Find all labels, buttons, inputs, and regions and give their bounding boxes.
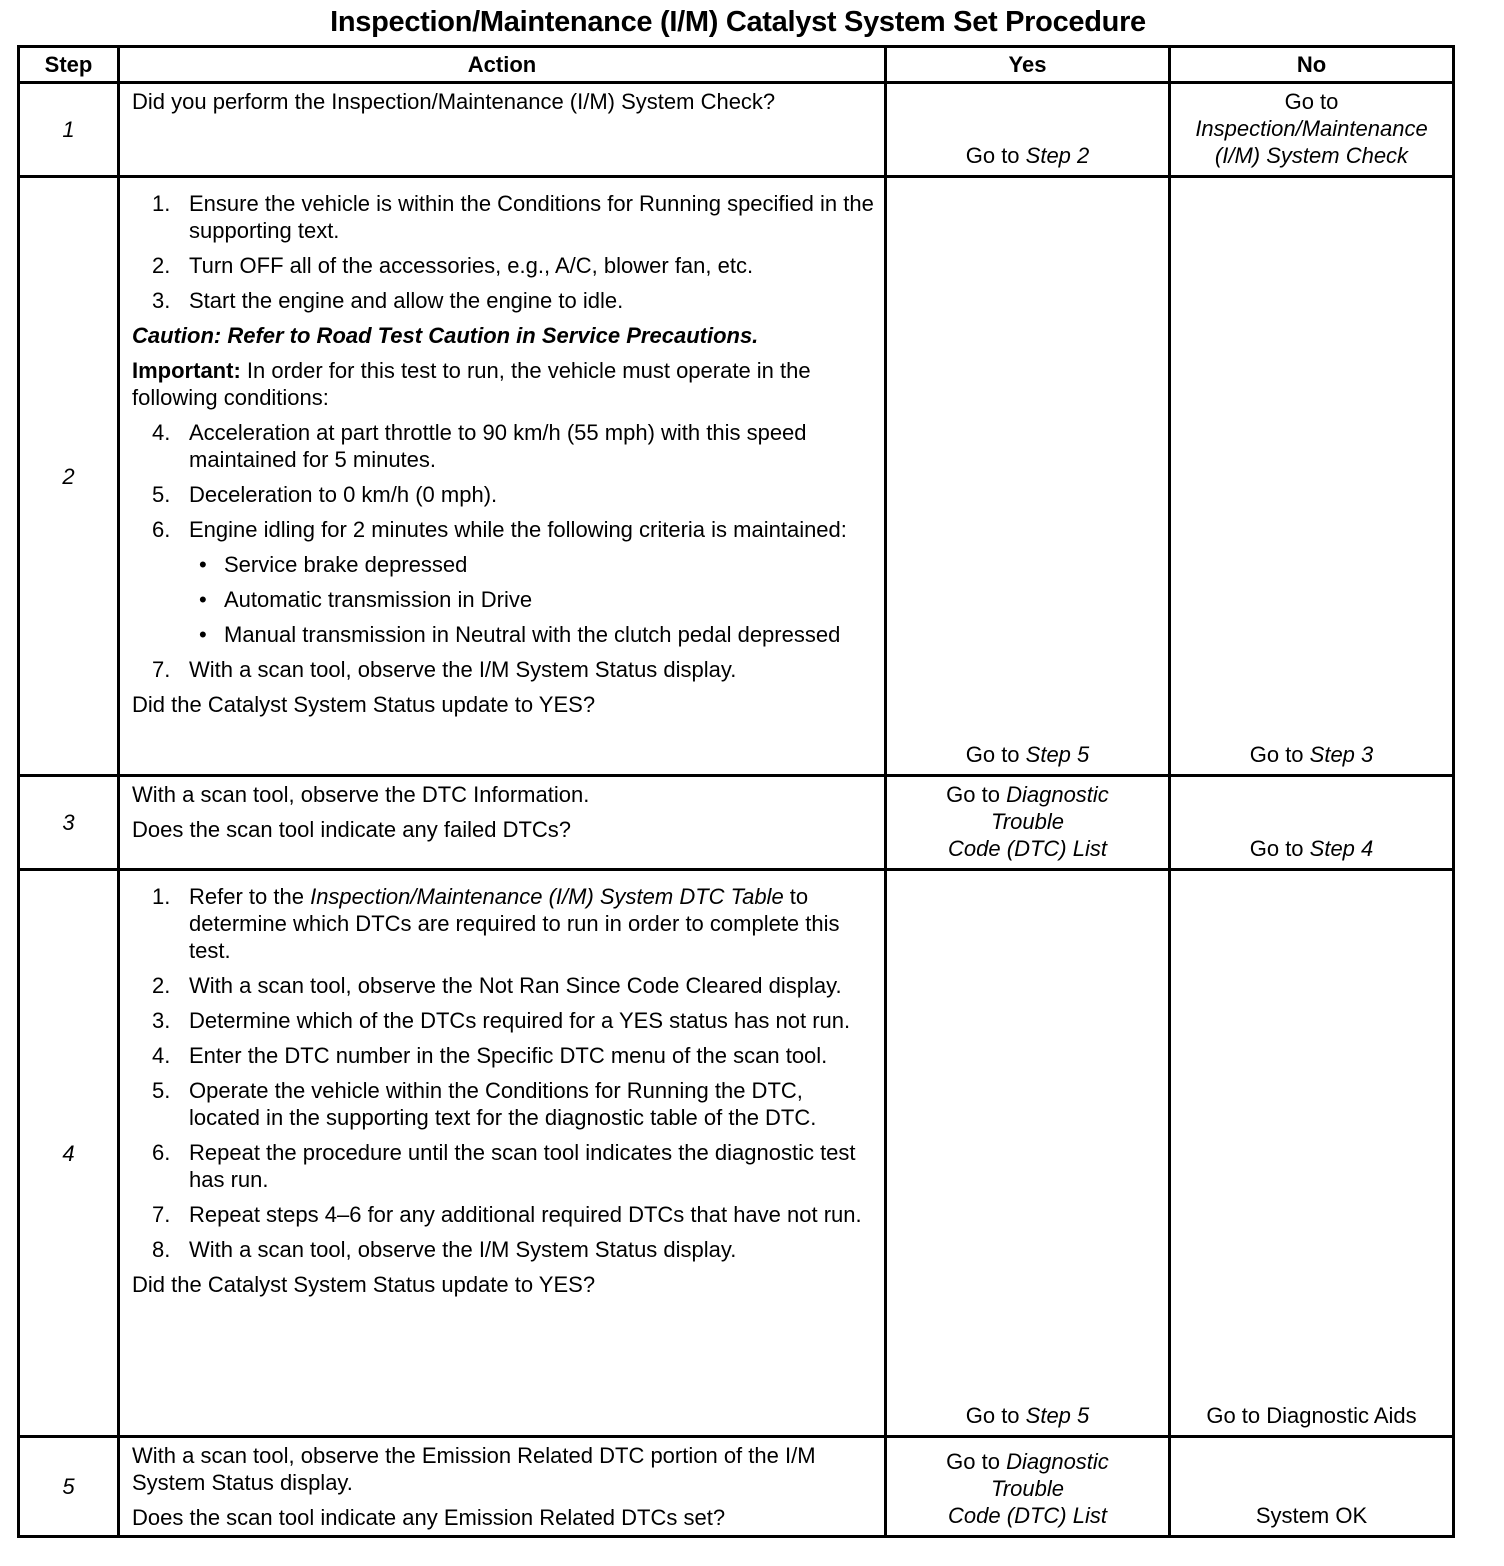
criteria-list	[189, 551, 876, 648]
table-row	[19, 870, 1454, 1437]
bullet-item: • Manual transmission in Neutral with the clutch pedal depressed	[199, 622, 841, 647]
list-item: 4. Enter the DTC number in the Specific DTC menu of the scan tool.	[152, 1043, 828, 1068]
step-action	[119, 870, 886, 1437]
list-item: 6. Repeat the procedure until the scan tool indicates the diagnostic test has run.	[152, 1140, 856, 1192]
list-item: 6. Engine idling for 2 minutes while the following criteria is maintained: • Service brake depressed • Automatic transmission in Drive • Manual transmission in Neutral with the clutch pedal depressed	[132, 516, 876, 648]
list-item: 7. With a scan tool, observe the I/M System Status display.	[152, 657, 737, 682]
bullet-item: • Service brake depressed	[199, 552, 468, 577]
list-item: 8. With a scan tool, observe the I/M System Status display.	[152, 1237, 737, 1262]
header-row	[19, 47, 1454, 83]
action-text: With a scan tool, observe the Emission Related DTC portion of the I/M System Status display.	[132, 1443, 816, 1495]
list-item: 1. Ensure the vehicle is within the Conditions for Running specified in the supporting text.	[152, 191, 874, 243]
step-action	[119, 1437, 886, 1537]
yes-cell: Go to Step 5	[886, 870, 1170, 1437]
table-row	[19, 83, 1454, 177]
list-item: 5. Deceleration to 0 km/h (0 mph).	[152, 482, 498, 507]
procedure-table	[17, 45, 1455, 1538]
no-cell: Go to Step 3	[1170, 177, 1454, 776]
yes-cell: Go to Diagnostic Trouble Code (DTC) List	[886, 1437, 1170, 1537]
yes-ref: Step 5	[1025, 742, 1090, 767]
step-number: 3	[19, 776, 119, 870]
step-action	[119, 83, 886, 177]
table-row	[19, 177, 1454, 776]
list-item: 3. Start the engine and allow the engine to idle.	[152, 288, 624, 313]
action-question: Does the scan tool indicate any failed DTCs?	[132, 817, 572, 842]
no-ref: Step 3	[1309, 742, 1374, 767]
list-item: 3. Determine which of the DTCs required for a YES status has not run.	[152, 1008, 851, 1033]
bullet-item: • Automatic transmission in Drive	[199, 587, 533, 612]
action-list	[132, 419, 876, 683]
list-item: 2. Turn OFF all of the accessories, e.g., A/C, blower fan, etc.	[152, 253, 754, 278]
yes-cell: Go to Diagnostic Trouble Code (DTC) List	[886, 776, 1170, 870]
no-line: Go to	[1284, 89, 1339, 114]
important-label: Important:	[132, 358, 241, 383]
no-ref: Step 4	[1309, 836, 1374, 861]
table-row	[19, 776, 1454, 870]
list-item: 7. Repeat steps 4–6 for any additional required DTCs that have not run.	[152, 1202, 862, 1227]
no-cell: System OK	[1170, 1437, 1454, 1537]
header-step: Step	[19, 47, 119, 83]
list-item: 1. Refer to the Inspection/Maintenance (I/M) System DTC Table to determine which DTCs are required to run in order to complete this test.	[152, 884, 840, 963]
step-number: 2	[19, 177, 119, 776]
yes-ref: Step 5	[1025, 1403, 1090, 1428]
step-number: 5	[19, 1437, 119, 1537]
yes-cell: Go to Step 5	[886, 177, 1170, 776]
step-action	[119, 776, 886, 870]
action-list	[132, 883, 876, 1263]
header-yes: Yes	[886, 47, 1170, 83]
page-title: Inspection/Maintenance (I/M) Catalyst System Set Procedure	[330, 6, 1146, 38]
step-action	[119, 177, 886, 776]
no-ref: (I/M) System Check	[1214, 143, 1409, 168]
action-text: Did you perform the Inspection/Maintenance (I/M) System Check?	[132, 89, 776, 114]
no-ref: Inspection/Maintenance	[1195, 116, 1428, 141]
yes-prefix: Go to	[965, 143, 1026, 168]
caution-note: Caution: Refer to Road Test Caution in Service Precautions.	[132, 323, 759, 348]
action-question: Does the scan tool indicate any Emission Related DTCs set?	[132, 1505, 726, 1530]
table-ref: Inspection/Maintenance (I/M) System DTC Table	[310, 884, 784, 909]
list-item: 4. Acceleration at part throttle to 90 km/h (55 mph) with this speed maintained for 5 minutes.	[152, 420, 807, 472]
no-cell: Go to Diagnostic Aids	[1170, 870, 1454, 1437]
header-no: No	[1170, 47, 1454, 83]
list-item: 2. With a scan tool, observe the Not Ran Since Code Cleared display.	[152, 973, 842, 998]
step-number: 1	[19, 83, 119, 177]
action-text: With a scan tool, observe the DTC Information.	[132, 782, 590, 807]
step-number: 4	[19, 870, 119, 1437]
no-cell	[1170, 83, 1454, 177]
action-list	[132, 190, 876, 314]
table-row	[19, 1437, 1454, 1537]
no-cell: Go to Step 4	[1170, 776, 1454, 870]
list-item: 5. Operate the vehicle within the Conditions for Running the DTC, located in the supporting text for the diagnostic table of the DTC.	[152, 1078, 817, 1130]
action-question: Did the Catalyst System Status update to YES?	[132, 1272, 596, 1297]
important-note: Important: In order for this test to run, the vehicle must operate in the following conditions:	[132, 358, 811, 410]
yes-cell	[886, 83, 1170, 177]
header-action: Action	[119, 47, 886, 83]
yes-ref: Step 2	[1025, 143, 1090, 168]
action-question: Did the Catalyst System Status update to YES?	[132, 692, 596, 717]
